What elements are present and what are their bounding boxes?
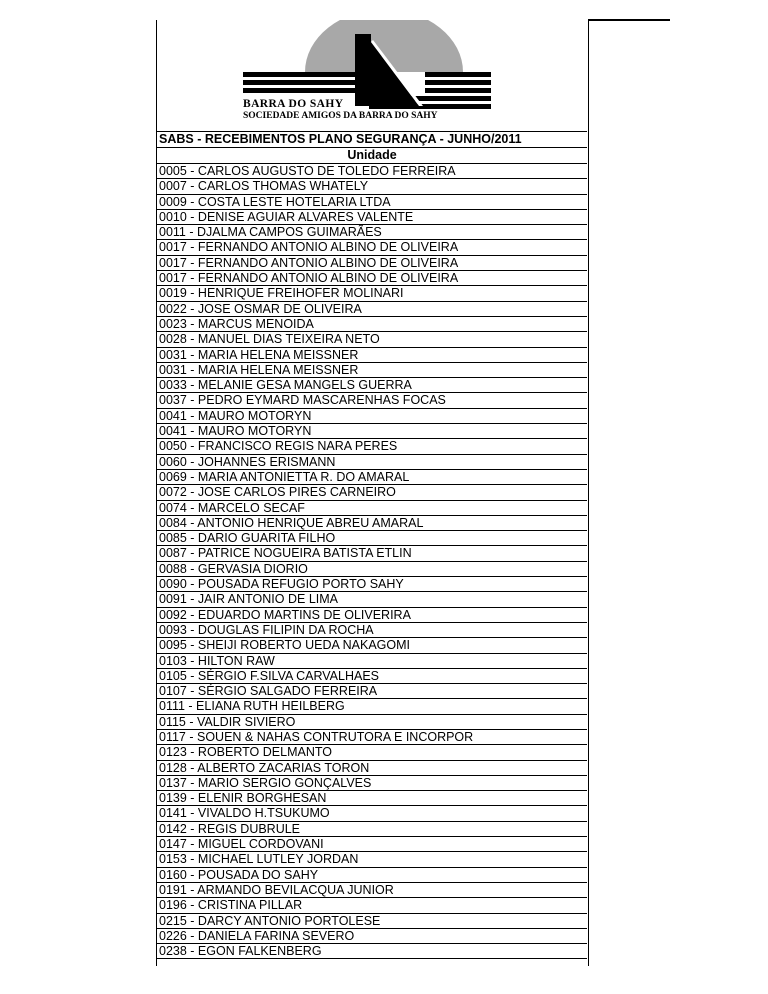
table-row: 0090 - POUSADA REFUGIO PORTO SAHY [157, 577, 587, 592]
table-row: 0023 - MARCUS MENOIDA [157, 317, 587, 332]
table-row: 0091 - JAIR ANTONIO DE LIMA [157, 592, 587, 607]
table-row: 0009 - COSTA LESTE HOTELARIA LTDA [157, 195, 587, 210]
table-row: 0010 - DENISE AGUIAR ALVARES VALENTE [157, 210, 587, 225]
table-row: 0087 - PATRICE NOGUEIRA BATISTA ETLIN [157, 546, 587, 561]
table-row: 0196 - CRISTINA PILLAR [157, 898, 587, 913]
table-row: 0019 - HENRIQUE FREIHOFER MOLINARI [157, 286, 587, 301]
table-row: 0084 - ANTONIO HENRIQUE ABREU AMARAL [157, 516, 587, 531]
table-row: 0074 - MARCELO SECAF [157, 501, 587, 516]
logo-name: BARRA DO SAHY [243, 98, 344, 110]
table-row: 0111 - ELIANA RUTH HEILBERG [157, 699, 587, 714]
table-row: 0226 - DANIELA FARINA SEVERO [157, 929, 587, 944]
table-row: 0092 - EDUARDO MARTINS DE OLIVERIRA [157, 608, 587, 623]
receipts-table [157, 131, 587, 959]
table-row: 0123 - ROBERTO DELMANTO [157, 745, 587, 760]
table-row: 0095 - SHEIJI ROBERTO UEDA NAKAGOMI [157, 638, 587, 653]
table-rows [157, 164, 587, 959]
table-row: 0103 - HILTON RAW [157, 654, 587, 669]
table-row: 0139 - ELENIR BORGHESAN [157, 791, 587, 806]
table-row: 0215 - DARCY ANTONIO PORTOLESE [157, 914, 587, 929]
table-row: 0115 - VALDIR SIVIERO [157, 715, 587, 730]
table-row: 0037 - PEDRO EYMARD MASCARENHAS FOCAS [157, 393, 587, 408]
barra-do-sahy-logo [157, 20, 587, 132]
table-row: 0060 - JOHANNES ERISMANN [157, 455, 587, 470]
logo-subtitle: SOCIEDADE AMIGOS DA BARRA DO SAHY [243, 111, 438, 121]
table-row: 0011 - DJALMA CAMPOS GUIMARÃES [157, 225, 587, 240]
table-row: 0085 - DARIO GUARITA FILHO [157, 531, 587, 546]
table-row: 0007 - CARLOS THOMAS WHATELY [157, 179, 587, 194]
table-row: 0050 - FRANCISCO REGIS NARA PERES [157, 439, 587, 454]
table-row: 0107 - SÉRGIO SALGADO FERREIRA [157, 684, 587, 699]
table-row: 0072 - JOSE CARLOS PIRES CARNEIRO [157, 485, 587, 500]
table-row: 0031 - MARIA HELENA MEISSNER [157, 363, 587, 378]
top-rule [588, 19, 670, 21]
table-row: 0069 - MARIA ANTONIETTA R. DO AMARAL [157, 470, 587, 485]
table-row: 0017 - FERNANDO ANTONIO ALBINO DE OLIVEIRA [157, 240, 587, 255]
table-row: 0153 - MICHAEL LUTLEY JORDAN [157, 852, 587, 867]
table-row: 0191 - ARMANDO BEVILACQUA JUNIOR [157, 883, 587, 898]
table-row: 0105 - SÉRGIO F.SILVA CARVALHAES [157, 669, 587, 684]
table-row: 0238 - EGON FALKENBERG [157, 944, 587, 959]
table-row: 0128 - ALBERTO ZACARIAS TORON [157, 761, 587, 776]
table-row: 0142 - REGIS DUBRULE [157, 822, 587, 837]
table-row: 0022 - JOSE OSMAR DE OLIVEIRA [157, 302, 587, 317]
spreadsheet-page [156, 20, 589, 966]
table-row: 0137 - MARIO SERGIO GONÇALVES [157, 776, 587, 791]
table-row: 0147 - MIGUEL CORDOVANI [157, 837, 587, 852]
table-title: SABS - RECEBIMENTOS PLANO SEGURANÇA - JUNHO/2011 [157, 131, 587, 148]
table-row: 0005 - CARLOS AUGUSTO DE TOLEDO FERREIRA [157, 164, 587, 179]
table-row: 0041 - MAURO MOTORYN [157, 424, 587, 439]
table-row: 0117 - SOUEN & NAHAS CONTRUTORA E INCORPOR [157, 730, 587, 745]
column-header-unidade: Unidade [157, 148, 587, 164]
table-row: 0033 - MELANIE GESA MANGELS GUERRA [157, 378, 587, 393]
table-row: 0093 - DOUGLAS FILIPIN DA ROCHA [157, 623, 587, 638]
table-row: 0017 - FERNANDO ANTONIO ALBINO DE OLIVEIRA [157, 271, 587, 286]
table-row: 0031 - MARIA HELENA MEISSNER [157, 348, 587, 363]
table-row: 0041 - MAURO MOTORYN [157, 409, 587, 424]
table-row: 0028 - MANUEL DIAS TEIXEIRA NETO [157, 332, 587, 347]
table-row: 0160 - POUSADA DO SAHY [157, 868, 587, 883]
table-row: 0017 - FERNANDO ANTONIO ALBINO DE OLIVEIRA [157, 256, 587, 271]
table-row: 0141 - VIVALDO H.TSUKUMO [157, 806, 587, 821]
table-row: 0088 - GERVASIA DIORIO [157, 562, 587, 577]
